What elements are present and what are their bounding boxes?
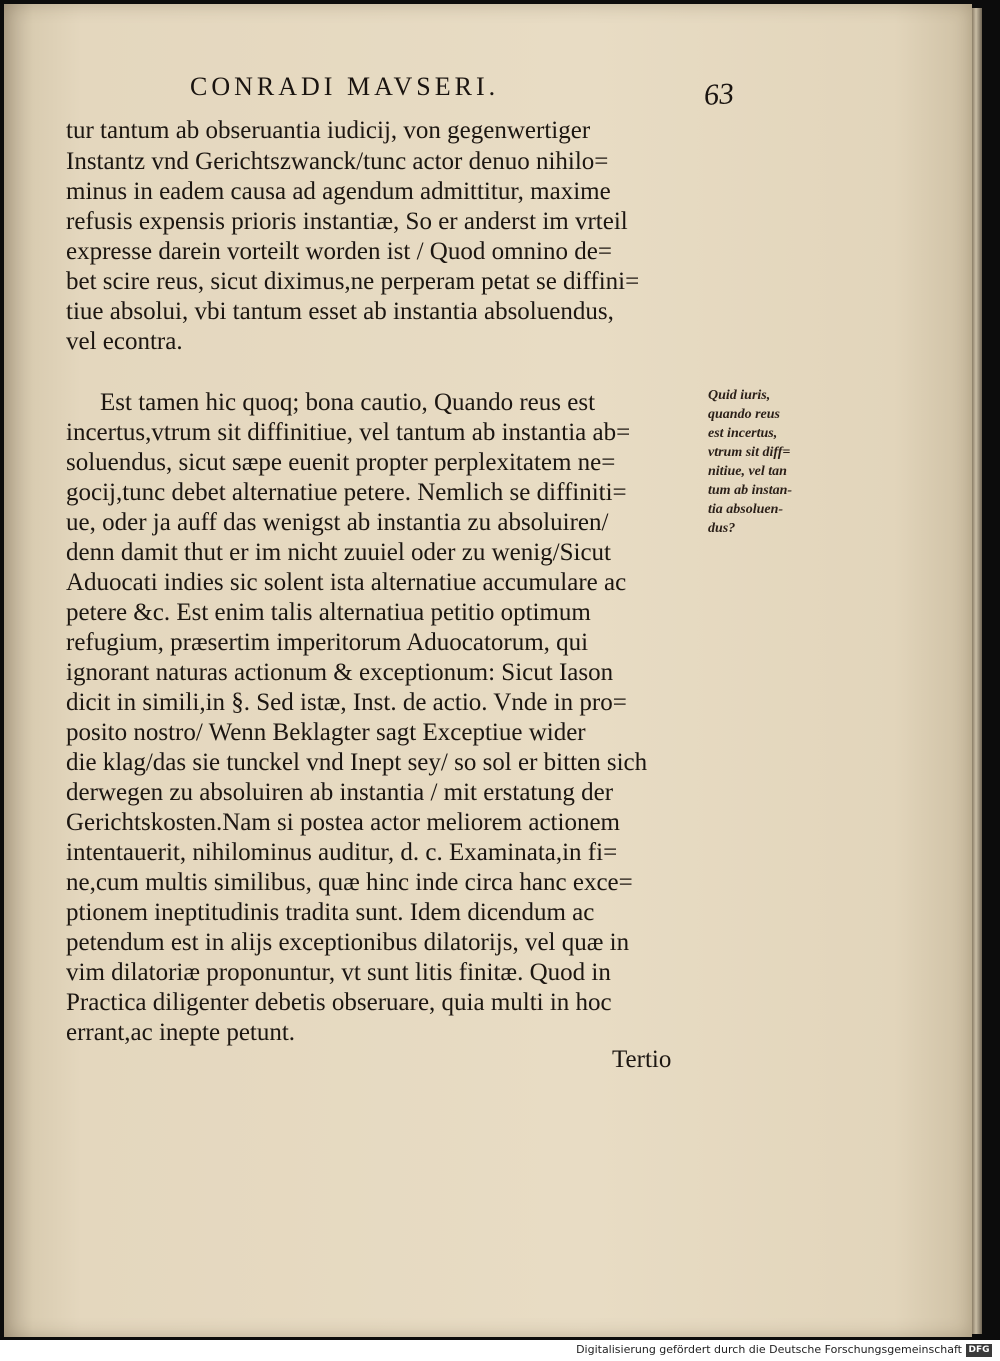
- text-line: denn damit thut er im nicht zuuiel oder zu wenig/Sicut: [66, 539, 612, 566]
- text-line: Aduocati indies sic solent ista alternatiue accumulare ac: [66, 569, 627, 596]
- text-line: petendum est in alijs exceptionibus dilatorijs, vel quæ in: [66, 929, 630, 956]
- funding-credit: Digitalisierung gefördert durch die Deutsche Forschungsgemeinschaft: [576, 1343, 962, 1356]
- text-line: bet scire reus, sicut diximus,ne perperam petat se diffini=: [66, 268, 640, 295]
- text-line: Gerichtskosten.Nam si postea actor meliorem actionem: [66, 809, 620, 836]
- text-line: Instantz vnd Gerichtszwanck/tunc actor denuo nihilo=: [66, 148, 609, 175]
- text-line: vim dilatoriæ proponuntur, vt sunt litis finitæ. Quod in: [66, 959, 611, 986]
- page-number: 63: [702, 76, 736, 113]
- text-line: ne,cum multis similibus, quæ hinc inde circa hanc exce=: [66, 869, 633, 896]
- text-line: minus in eadem causa ad agendum admittitur, maxime: [66, 178, 611, 205]
- dfg-logo-icon: DFG: [966, 1344, 992, 1357]
- marginal-note-line: nitiue, vel tan: [708, 464, 787, 479]
- text-line: petere &c. Est enim talis alternatiua petitio optimum: [66, 599, 591, 626]
- text-line: dicit in simili,in §. Sed istæ, Inst. de actio. Vnde in pro=: [66, 689, 627, 716]
- text-line: gocij,tunc debet alternatiue petere. Nemlich se diffiniti=: [66, 479, 627, 506]
- text-line: expresse darein vorteilt worden ist / Quod omnino de=: [66, 238, 612, 265]
- text-line: errant,ac inepte petunt.: [66, 1019, 296, 1046]
- text-line: derwegen zu absoluiren ab instantia / mit erstatung der: [66, 779, 614, 806]
- footer-bar: [0, 1341, 1000, 1361]
- text-line: intentauerit, nihilominus auditur, d. c. Examinata,in fi=: [66, 839, 618, 866]
- text-line: ignorant naturas actionum & exceptionum: Sicut Iason: [66, 659, 614, 686]
- marginal-note-line: tum ab instan-: [708, 483, 793, 498]
- text-line: Est tamen hic quoq; bona cautio, Quando reus est: [100, 389, 596, 416]
- marginal-note-line: tia absoluen-: [708, 502, 784, 517]
- text-line: soluendus, sicut sæpe euenit propter perplexitatem ne=: [66, 449, 616, 476]
- marginal-note-line: Quid iuris,: [708, 388, 771, 403]
- text-line: vel econtra.: [66, 328, 183, 355]
- catchword: Tertio: [612, 1046, 672, 1073]
- text-line: ue, oder ja auff das wenigst ab instantia zu absoluiren/: [66, 509, 609, 536]
- marginal-note-line: quando reus: [708, 407, 780, 422]
- text-line: ptionem ineptitudinis tradita sunt. Idem dicendum ac: [66, 899, 595, 926]
- marginal-note-line: vtrum sit diff=: [708, 445, 791, 460]
- text-line: tiue absolui, vbi tantum esset ab instantia absoluendus,: [66, 298, 614, 325]
- text-line: tur tantum ab obseruantia iudicij, von gegenwertiger: [66, 117, 591, 144]
- running-head: CONRADI MAVSERI.: [190, 72, 500, 101]
- text-line: refusis expensis prioris instantiæ, So er anderst im vrteil: [66, 208, 628, 235]
- text-line: die klag/das sie tunckel vnd Inept sey/ so sol er bitten sich: [66, 749, 648, 776]
- text-line: Practica diligenter debetis obseruare, quia multi in hoc: [66, 989, 612, 1016]
- marginal-note-line: est incertus,: [708, 426, 778, 441]
- page-edge: [972, 8, 982, 1334]
- text-line: refugium, præsertim imperitorum Aduocatorum, qui: [66, 629, 589, 656]
- text-line: posito nostro/ Wenn Beklagter sagt Exceptiue wider: [66, 719, 586, 746]
- text-line: incertus,vtrum sit diffinitiue, vel tantum ab instantia ab=: [66, 419, 631, 446]
- marginal-note-line: dus?: [708, 521, 736, 536]
